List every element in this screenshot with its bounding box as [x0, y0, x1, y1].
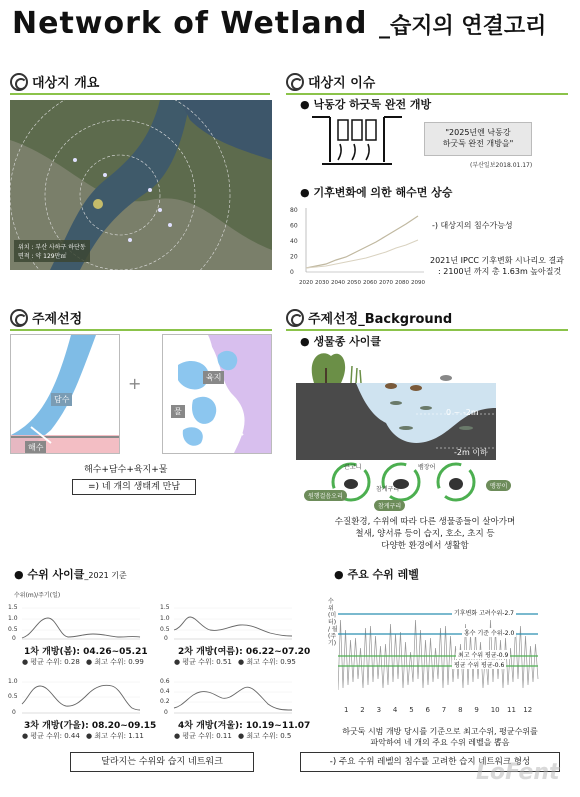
y-tick: 0 [12, 635, 16, 642]
month-tick: 10 [490, 706, 500, 714]
duck-icon [344, 479, 358, 489]
level-label-climate: 기후변화 고려수위-2.7 [454, 610, 514, 617]
water-level-line [22, 685, 140, 710]
chart1-max: ● 최고 수위: 0.99 [86, 658, 144, 666]
levels-summary-box: -) 주요 수위 레벨의 침수를 고려한 습지 네트워크 형성 [300, 752, 560, 772]
sea-x-tick: 2030 [315, 280, 329, 286]
sea-x-tick: 2060 [363, 280, 377, 286]
sea-x-tick: 2070 [379, 280, 393, 286]
y-tick: 0.5 [8, 693, 18, 700]
site-issue-heading: 대상지 이슈 [286, 72, 568, 95]
y-tick: 1.0 [8, 678, 18, 685]
site-info-box: 위치 : 부산 사하구 하단동 면적 : 약 129만㎡ [14, 240, 90, 262]
water-cycle-chart-1 [8, 600, 143, 642]
water-label: 물 [171, 405, 185, 418]
y-tick: 0 [12, 709, 16, 716]
background-description: 수질환경, 수위에 따라 다른 생물종들이 살아가며 철새, 양서류 등이 습지, 호소, 초지 등 다양한 환경에서 생활함 [334, 517, 516, 551]
section-logo-icon [286, 73, 304, 91]
section-logo-icon [10, 73, 28, 91]
sea-x-tick: 2050 [347, 280, 361, 286]
sea-x-tick: 2020 [299, 280, 313, 286]
theme-formula: 해수+담수+육지+물 [84, 465, 168, 475]
fish-icon [399, 426, 413, 430]
freshwater-label: 담수 [51, 393, 72, 406]
water-cycle-chart-2 [160, 600, 295, 642]
cycle-tag-frog: 참게구리 [374, 500, 405, 511]
sea-y-tick: 80 [290, 207, 298, 214]
cycle-tag-duck: 원행걸음오리 [304, 490, 347, 501]
water-cycle-summary-box: 달라지는 수위와 습지 네트워크 [70, 752, 254, 772]
sea-x-tick: 2040 [331, 280, 345, 286]
month-tick: 5 [409, 706, 414, 714]
cycle-tag-toad: 맹꽁이 [486, 480, 511, 491]
toad-icon [449, 478, 463, 490]
y-tick: 0.6 [160, 678, 170, 685]
chart4-title: 4차 개방(겨울): 10.19~11.07 [178, 721, 311, 731]
chart2-title: 2차 개방(여름): 06.22~07.20 [178, 647, 311, 657]
chart2-avg: ● 평균 수위: 0.51 [174, 658, 232, 666]
sea-x-tick: 2080 [395, 280, 409, 286]
sea-level-lower-line [306, 240, 418, 268]
y-tick: 1.0 [160, 615, 170, 622]
seawater-label: 해수 [25, 441, 46, 454]
sea-level-upper-line [306, 216, 418, 268]
y-tick: 0.4 [160, 688, 170, 695]
land-water-graphic [163, 335, 272, 454]
quote-source: (부산일보2018.01.17) [470, 162, 533, 169]
y-tick: 0.5 [160, 626, 170, 633]
chart4-avg: ● 평균 수위: 0.11 [174, 732, 232, 740]
fish-icon [390, 401, 402, 405]
plus-sign: + [128, 374, 142, 393]
sea-y-tick: 20 [290, 253, 298, 261]
month-tick: 6 [425, 706, 430, 714]
background-heading: 주제선정_Background [286, 308, 568, 331]
month-tick: 12 [523, 706, 533, 714]
cycle-label-swan: 큰고니 [344, 464, 362, 471]
species-habitat-illustration [296, 348, 496, 460]
watermark-logo: LoFent [476, 760, 560, 785]
section-logo-icon [10, 309, 28, 327]
page-title: Network of Wetland _습지의 연결고리 [12, 6, 547, 41]
freshwater-seawater-diagram [10, 334, 120, 454]
fish-icon [420, 406, 432, 410]
y-tick: 0.2 [160, 698, 170, 705]
month-tick: 1 [344, 706, 349, 714]
level-label-max-avg: 최고 수위 평균-0.9 [458, 652, 509, 659]
estuary-dam-icon [312, 112, 402, 172]
y-tick: 1.5 [8, 604, 18, 611]
y-tick: 0 [164, 635, 168, 642]
month-tick: 3 [376, 706, 382, 714]
y-tick: 1.5 [160, 604, 170, 611]
month-tick: 4 [392, 706, 398, 714]
y-tick: 1.0 [8, 615, 18, 622]
sea-y-tick: 60 [290, 222, 298, 230]
chart3-max: ● 최고 수위: 1.11 [86, 732, 144, 740]
water-level-line [174, 687, 292, 710]
chart2-max: ● 최고 수위: 0.95 [238, 658, 296, 666]
theme-result-box: =) 네 개의 생태계 만남 [72, 479, 196, 495]
bird-icon [440, 375, 452, 381]
land-label: 육지 [203, 371, 224, 384]
depth-deep-label: -2m 이하 [454, 448, 488, 457]
fish-icon [459, 426, 473, 430]
sea-level-chart [286, 200, 426, 288]
chart1-title: 1차 개방(봄): 04.26~05.21 [24, 647, 148, 657]
land-water-diagram [162, 334, 272, 454]
site-overview-heading: 대상지 개요 [10, 72, 270, 95]
sea-x-tick: 2090 [411, 280, 425, 286]
section-logo-icon [286, 309, 304, 327]
site-aerial-map [10, 100, 272, 270]
water-level-line [174, 617, 292, 636]
water-cycle-axis-label: 수위(m)/주기(일) [14, 592, 61, 599]
levels-y-axis-label: 수위(미터) / 월(주기) [328, 598, 338, 647]
species-cycle-title: ● 생물종 사이클 [300, 335, 382, 348]
ipcc-line1: 2021년 IPCC 기후변화 시나리오 결과 [430, 256, 564, 265]
dam-quote-box: "2025년엔 낙동강 하굿둑 완전 개방을" [424, 122, 532, 156]
issue-item1-title: ● 낙동강 하굿둑 완전 개방 [300, 98, 432, 111]
ipcc-line2: : 2100년 까지 총 1.63m 높아질것 [438, 267, 562, 276]
chart3-title: 3차 개방(가을): 08.20~09.15 [24, 721, 157, 731]
chart3-avg: ● 평균 수위: 0.44 [22, 732, 80, 740]
month-tick: 9 [474, 706, 479, 714]
issue-item2-title: ● 기후변화에 의한 해수면 상승 [300, 186, 453, 199]
sea-y-tick: 0 [290, 269, 294, 276]
cycle-label-frog: 참게구리 [376, 486, 400, 493]
duck-icon [410, 385, 422, 391]
month-tick: 7 [441, 706, 447, 714]
depth-shallow-label: 0 ~ -2m [446, 408, 479, 417]
flood-note: -) 대상지의 침수가능성 [432, 221, 513, 230]
levels-description: 하굿둑 시범 개방 당시를 기준으로 최고수위, 평균수위를 파악하여 네 개의 주요 수위 레벨을 뽑음 [342, 727, 538, 747]
month-tick: 8 [458, 706, 463, 714]
y-tick: 0 [164, 709, 168, 716]
water-cycle-chart-4 [160, 674, 295, 716]
month-tick: 11 [507, 706, 516, 714]
level-label-avg: 평균 수위 평균-0.6 [454, 662, 505, 669]
y-tick: 0.5 [8, 626, 18, 633]
chart1-avg: ● 평균 수위: 0.28 [22, 658, 80, 666]
sea-y-tick: 40 [290, 238, 298, 245]
theme-heading: 주제선정 [10, 308, 272, 331]
chart4-max: ● 최고 수위: 0.5 [238, 732, 292, 740]
level-label-flood: 홍수 기준 수위-2.0 [464, 630, 515, 637]
water-level-line [22, 618, 140, 638]
water-cycle-chart-3 [8, 674, 143, 716]
water-levels-title: ● 주요 수위 레벨 [334, 568, 419, 581]
cycle-label-eel: 뱀장어 [418, 464, 436, 471]
water-cycle-title: ● 수위 사이클_2021 기준 [14, 568, 127, 581]
duck-icon [385, 383, 397, 389]
month-tick: 2 [360, 706, 365, 714]
